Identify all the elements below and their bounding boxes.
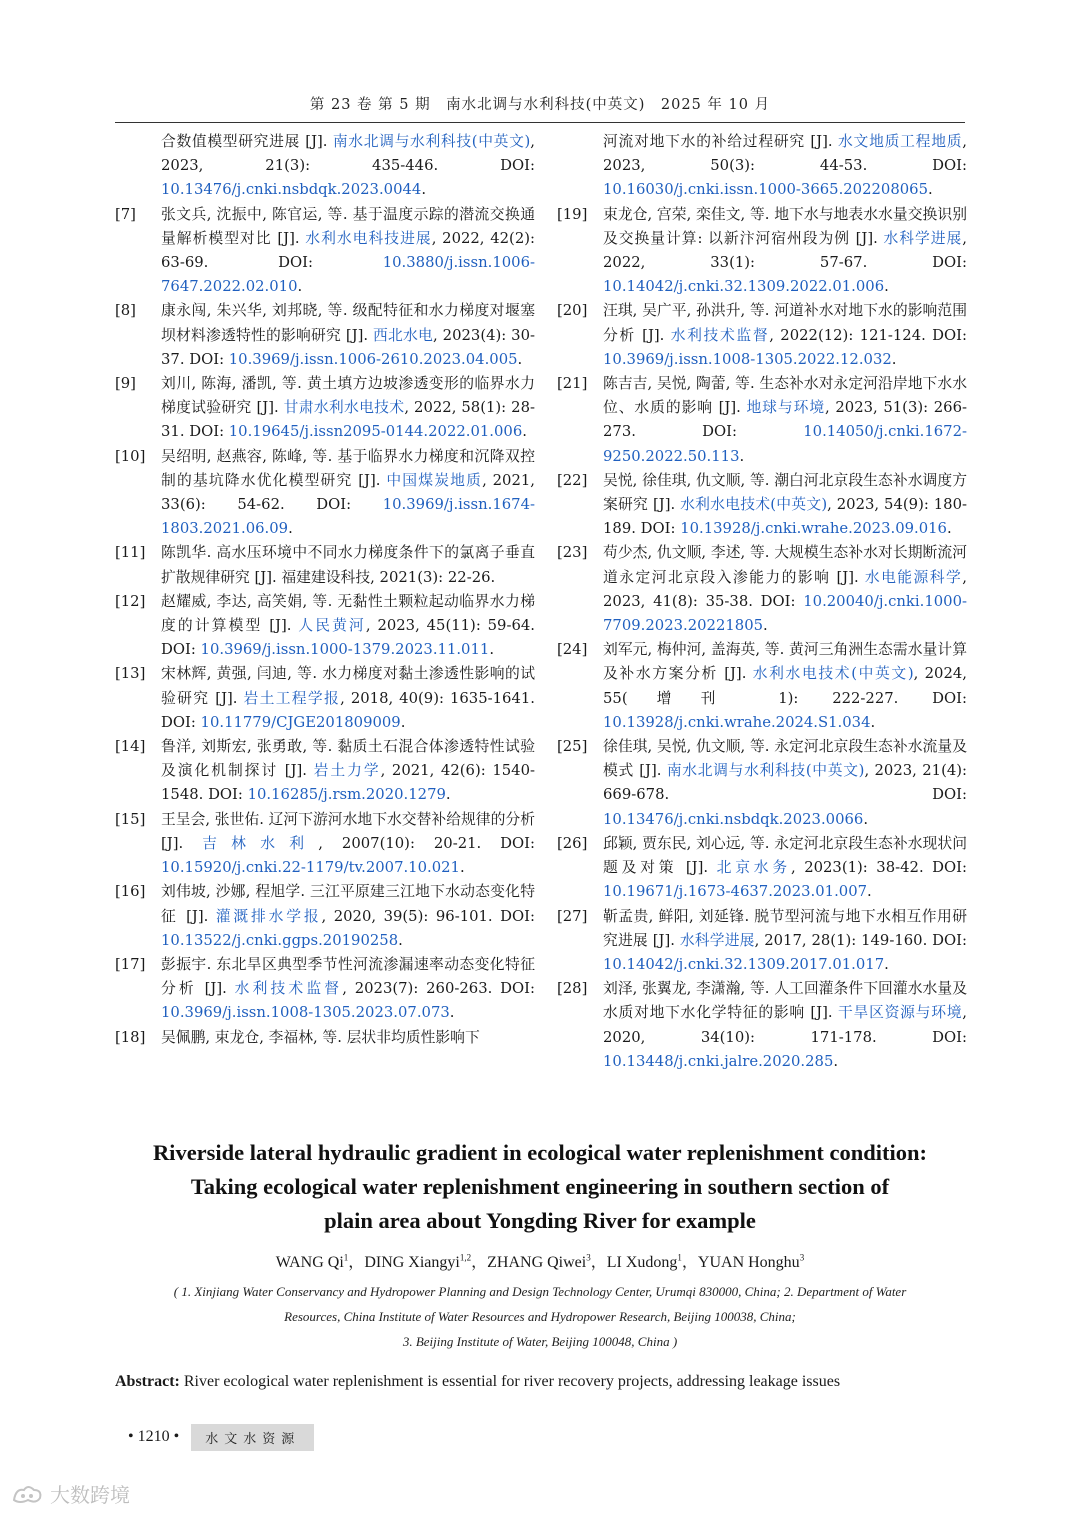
reference-item — [115, 662, 535, 735]
reference-item — [557, 469, 967, 542]
page-number: • 1210 • — [128, 1428, 180, 1445]
journal-link[interactable]: 南水北调与水利科技(中英文) — [332, 133, 531, 150]
author-affiliation-mark: 1 — [677, 1252, 682, 1263]
reference-text: . — [459, 859, 465, 877]
reference-text: 刘伟坡, 沙娜, 程旭学. 三江平原建三江地下水动态变化特征 [J]. — [161, 883, 535, 925]
journal-link[interactable]: 水科学进展 — [679, 931, 755, 949]
watermark — [10, 1479, 130, 1508]
reference-text: , 2022, 58(1): 28-31. DOI: — [161, 399, 535, 441]
doi-link[interactable]: 10.16030/j.cnki.issn.1000-3665.202208065 — [603, 181, 928, 199]
watermark-logo-icon — [10, 1482, 46, 1506]
doi-link[interactable]: 10.3880/j.issn.1006-7647.2022.02.010 — [161, 254, 535, 296]
affiliation-line: ( 1. Xinjiang Water Conservancy and Hydropower Planning and Design Technology Center, Urumqi 830000, China; 2. Department of Water — [173, 1284, 907, 1299]
title-line: Taking ecological water replenishment engineering in southern section of — [190, 1174, 890, 1199]
reference-number: [22] — [557, 471, 588, 489]
english-title — [100, 1136, 980, 1238]
journal-link[interactable]: 水利水电科技进展 — [305, 229, 432, 247]
reference-number: [26] — [557, 834, 588, 852]
reference-item — [557, 905, 967, 978]
reference-number: [11] — [115, 544, 146, 562]
reference-text: . — [763, 617, 768, 635]
reference-text: , 2023(4): 30-37. DOI: — [161, 326, 535, 368]
reference-text: . — [870, 713, 876, 731]
reference-text: . — [884, 278, 889, 296]
doi-link[interactable]: 10.3969/j.issn.1006-2610.2023.04.005 — [228, 350, 518, 368]
journal-link[interactable]: 岩土工程学报 — [243, 689, 341, 707]
reference-text: , 2023, 51(3): 266-273. DOI: — [603, 399, 967, 441]
reference-text: 汪琪, 吴广平, 孙洪升, 等. 河道补水对地下水的影响范围分析 [J]. — [603, 302, 967, 344]
journal-link[interactable]: 南水北调与水利科技(中英文) — [666, 762, 865, 780]
author-name: LI Xudong — [606, 1254, 678, 1271]
doi-link[interactable]: 10.3969/j.issn.1008-1305.2022.12.032 — [603, 350, 892, 368]
doi-link[interactable]: 10.13476/j.cnki.nsbdqk.2023.0044 — [161, 181, 422, 199]
reference-number: [7] — [115, 205, 136, 223]
author-affiliation-mark: 1,2 — [459, 1252, 472, 1263]
title-line: Riverside lateral hydraulic gradient in ecological water replenishment condition: — [152, 1140, 928, 1165]
reference-text: 吴悦, 徐佳琪, 仇文顺, 等. 潮白河北京段生态补水调度方案研究 [J]. — [603, 471, 967, 514]
reference-text: . — [739, 447, 745, 465]
journal-link[interactable]: 水利水电技术(中英文) — [680, 496, 828, 514]
reference-text: , 2023, 41(8): 35-38. DOI: — [603, 568, 967, 610]
journal-link[interactable]: 水利水电技术(中英文) — [752, 665, 914, 683]
watermark-text: 大数跨境 — [50, 1483, 130, 1507]
reference-text: 吴绍明, 赵燕容, 陈峰, 等. 基于临界水力梯度和沉降双控制的基坑降水优化模型研究 [J]. — [161, 447, 535, 489]
reference-text: . — [884, 955, 889, 973]
abstract — [115, 1370, 965, 1394]
reference-text: . — [517, 350, 523, 368]
reference-text: , 2007(10): 20-21. DOI: — [318, 834, 535, 852]
doi-link[interactable]: 10.13476/j.cnki.nsbdqk.2023.0066 — [603, 810, 864, 828]
doi-link[interactable]: 10.13522/j.cnki.ggps.20190258 — [161, 931, 399, 949]
reference-text: , 2024, 55(增刊 1): 222-227. DOI: — [603, 665, 967, 707]
reference-number: [28] — [557, 980, 588, 998]
reference-number: [20] — [557, 302, 588, 320]
reference-text: , 2023, 50(3): 44-53. DOI: — [603, 133, 967, 175]
author-affiliation-mark: 3 — [799, 1252, 805, 1263]
reference-number: [8] — [115, 302, 136, 320]
journal-link[interactable]: 甘肃水利水电技术 — [283, 399, 405, 417]
references-left-column — [115, 130, 535, 1050]
reference-text: . — [398, 931, 403, 949]
reference-number: [18] — [115, 1028, 146, 1046]
reference-text: . — [863, 810, 869, 828]
running-header: 第 23 卷 第 5 期 南水北调与水利科技(中英文) 2025 年 10 月 — [115, 92, 965, 123]
page-footer — [128, 1424, 314, 1450]
reference-text: 刘泽, 张翼龙, 李潇瀚, 等. 人工回灌条件下回灌水水量及水质对地下水化学特征的影响 [J]. — [603, 980, 967, 1022]
author-name: DING Xiangyi — [364, 1254, 460, 1271]
reference-item — [557, 977, 967, 1074]
journal-link[interactable]: 水利技术监督 — [234, 980, 343, 998]
author-affiliation-mark: 1 — [343, 1252, 349, 1263]
doi-link[interactable]: 10.19645/j.issn2095-0144.2022.01.006 — [228, 423, 523, 441]
reference-number: [27] — [557, 907, 588, 925]
reference-number: [19] — [557, 205, 588, 223]
reference-text: . — [891, 350, 897, 368]
reference-number: [16] — [115, 883, 146, 901]
author-name: ZHANG Qiwei — [487, 1254, 587, 1271]
reference-text: , 2022, 33(1): 57-67. DOI: — [603, 229, 967, 272]
reference-item — [557, 203, 967, 300]
abstract-text: River ecological water replenishment is essential for river recovery projects, addressing leakage issues — [179, 1373, 841, 1390]
reference-text: , 2023, 45(11): 59-64. DOI: — [161, 617, 535, 659]
doi-link[interactable]: 10.16285/j.rsm.2020.1279 — [247, 786, 446, 804]
reference-text: 刘川, 陈海, 潘凯, 等. 黄土填方边坡渗透变形的临界水力梯度试验研究 [J]. — [161, 375, 535, 417]
reference-number: [15] — [115, 810, 146, 828]
reference-text: , 2021, 42(6): 1540-1548. DOI: — [161, 762, 535, 804]
author-name: YUAN Honghu — [697, 1254, 800, 1271]
reference-text: , 2023(7): 260-263. DOI: — [342, 980, 535, 998]
journal-link[interactable]: 水文地质工程地质 — [838, 133, 963, 150]
journal-section-tag: 水文水资源 — [191, 1424, 314, 1451]
reference-item — [115, 299, 535, 372]
reference-item — [115, 808, 535, 881]
reference-text: . — [400, 713, 406, 731]
doi-link[interactable]: 10.13448/j.cnki.jalre.2020.285 — [603, 1052, 834, 1070]
reference-item — [557, 638, 967, 735]
author-affiliation-mark: 3 — [586, 1252, 591, 1263]
reference-item — [557, 832, 967, 905]
reference-text: , 2022(12): 121-124. DOI: — [769, 326, 967, 344]
affiliation-line: Resources, China Institute of Water Resources and Hydropower Research, Beijing 100038, China; — [284, 1309, 796, 1324]
reference-item — [115, 203, 535, 300]
doi-link[interactable]: 10.13928/j.cnki.wrahe.2024.S1.034 — [603, 713, 871, 731]
doi-link[interactable]: 10.14042/j.cnki.32.1309.2017.01.017 — [603, 955, 885, 973]
reference-text: 鲁洋, 刘斯宏, 张勇敢, 等. 黏质土石混合体渗透特性试验及演化机制探讨 [J]. — [161, 738, 535, 780]
reference-text: , 2020, 39(5): 96-101. DOI: — [321, 907, 535, 925]
reference-number: [12] — [115, 592, 146, 610]
author-separator: ， — [681, 1254, 698, 1271]
reference-item — [557, 299, 967, 372]
reference-item — [557, 735, 967, 832]
reference-text: 康永闯, 朱兴华, 刘邦晓, 等. 级配特征和水力梯度对堰塞坝材料渗透特性的影响研究 [J]. — [161, 302, 535, 344]
reference-text: 刘军元, 梅仲河, 盖海英, 等. 黄河三角洲生态需水量计算及补水方案分析 [J]. — [603, 641, 967, 683]
reference-number: [9] — [115, 375, 136, 393]
reference-text: , 2023, 21(3): 435-446. DOI: — [161, 133, 536, 175]
reference-number: [13] — [115, 665, 146, 683]
doi-link[interactable]: 10.3969/j.issn.1000-1379.2023.11.011 — [200, 641, 490, 659]
reference-item — [115, 130, 535, 203]
author-separator: ， — [348, 1254, 365, 1271]
reference-text: . — [489, 641, 495, 659]
journal-link[interactable]: 水科学进展 — [883, 229, 963, 247]
journal-link[interactable]: 中国煤炭地质 — [386, 471, 483, 489]
reference-text: 束龙仓, 宫荣, 栾佳文, 等. 地下水与地表水水量交换识别及交换量计算: 以新汴河宿州段为例 [J]. — [603, 205, 967, 247]
reference-text: 张文兵, 沈振中, 陈官运, 等. 基于温度示踪的潜流交换通量解析模型对比 [J]. — [161, 205, 535, 247]
reference-item — [115, 1026, 535, 1050]
reference-number: [25] — [557, 738, 588, 756]
reference-number: [21] — [557, 375, 588, 393]
reference-text: 陈吉吉, 吴悦, 陶蕾, 等. 生态补水对永定河沿岸地下水水位、水质的影响 [J]. — [603, 375, 967, 417]
reference-text: . — [421, 181, 427, 199]
reference-text: . — [522, 423, 527, 441]
reference-item — [557, 541, 967, 638]
journal-link[interactable]: 吉林水利 — [202, 834, 319, 852]
journal-link[interactable]: 岩土力学 — [313, 762, 381, 780]
reference-text: , 2023(1): 38-42. DOI: — [790, 859, 967, 877]
reference-text: . — [297, 278, 303, 296]
reference-text: 宋林辉, 黄强, 闫迪, 等. 水力梯度对黏土渗透性影响的试验研究 [J]. — [161, 665, 535, 707]
journal-link[interactable]: 水电能源科学 — [864, 568, 963, 586]
affiliation-line: 3. Beijing Institute of Water, Beijing 100048, China ) — [402, 1334, 678, 1349]
reference-text: . — [928, 181, 933, 199]
reference-item — [115, 541, 535, 589]
reference-text: , 2018, 40(9): 1635-1641. DOI: — [161, 689, 535, 731]
reference-item — [557, 130, 967, 203]
reference-item — [115, 735, 535, 808]
doi-link[interactable]: 10.3969/j.issn.1008-1305.2023.07.073 — [161, 1004, 450, 1022]
reference-text: 彭振宇. 东北旱区典型季节性河流渗漏速率动态变化特征分析 [J]. — [161, 955, 535, 998]
reference-text: 吴佩鹏, 束龙仓, 李福林, 等. 层状非均质性影响下 — [161, 1028, 480, 1046]
reference-number: [24] — [557, 641, 588, 659]
reference-item — [115, 445, 535, 542]
reference-text: 陈凯华. 高水压环境中不同水力梯度条件下的氯离子垂直扩散规律研究 [J]. 福建建设科技, 2021(3): 22-26. — [161, 544, 535, 586]
reference-item — [115, 590, 535, 663]
reference-item — [115, 880, 535, 953]
reference-text: 合数值模型研究进展 [J]. — [161, 133, 333, 150]
reference-item — [115, 372, 535, 445]
reference-text: , 2021, 33(6): 54-62. DOI: — [161, 471, 535, 514]
reference-text: . — [445, 786, 451, 804]
reference-text: . — [833, 1052, 839, 1070]
reference-text: 徐佳琪, 吴悦, 仇文顺, 等. 永定河北京段生态补水流量及模式 [J]. — [603, 738, 967, 780]
journal-link[interactable]: 地球与环境 — [746, 399, 826, 417]
doi-link[interactable]: 10.13928/j.cnki.wrahe.2023.09.016 — [680, 520, 947, 538]
abstract-label: Abstract: — [115, 1373, 180, 1390]
reference-text: . — [449, 1004, 455, 1022]
references-right-column — [557, 130, 967, 1074]
doi-link[interactable]: 10.15920/j.cnki.22-1179/tv.2007.10.021 — [161, 859, 460, 877]
doi-link[interactable]: 10.3969/j.issn.1674-1803.2021.06.09 — [161, 496, 535, 538]
author-separator: ， — [471, 1254, 488, 1271]
journal-link[interactable]: 干旱区资源与环境 — [838, 1004, 963, 1022]
reference-text: , 2023, 54(9): 180-189. DOI: — [603, 496, 967, 538]
reference-number: [23] — [557, 544, 588, 562]
author-name: WANG Qi — [275, 1254, 344, 1271]
reference-text: 邱颖, 贾东民, 刘心远, 等. 永定河北京段生态补水现状问题及对策 [J]. — [603, 834, 967, 877]
reference-text: 河流对地下水的补给过程研究 [J]. — [603, 133, 838, 150]
reference-text: . — [946, 520, 952, 538]
doi-link[interactable]: 10.14042/j.cnki.32.1309.2022.01.006 — [603, 278, 885, 296]
reference-text: 苟少杰, 仇文顺, 李述, 等. 大规模生态补水对长期断流河道永定河北京段入渗能力的影响 [J]. — [603, 544, 967, 586]
reference-text: , 2017, 28(1): 149-160. DOI: — [754, 931, 967, 949]
reference-text: , 2023, 21(4): 669-678. DOI: — [603, 762, 968, 804]
title-line: plain area about Yongding River for example — [324, 1208, 756, 1233]
affiliations — [115, 1279, 965, 1354]
reference-text: 赵耀威, 李达, 高笑娟, 等. 无黏性土颗粒起动临界水力梯度的计算模型 [J]. — [161, 592, 535, 635]
reference-text: , 2020, 34(10): 171-178. DOI: — [603, 1004, 967, 1046]
journal-link[interactable]: 西北水电 — [373, 326, 434, 344]
doi-link[interactable]: 10.14050/j.cnki.1672-9250.2022.50.113 — [603, 423, 967, 465]
reference-text: 王呈会, 张世佑. 辽河下游河水地下水交替补给规律的分析 [J]. — [161, 810, 535, 852]
reference-number: [10] — [115, 447, 146, 465]
journal-link[interactable]: 人民黄河 — [298, 617, 366, 635]
author-list — [100, 1249, 980, 1272]
journal-link[interactable]: 灌溉排水学报 — [215, 907, 322, 925]
reference-text: , 2022, 42(2): 63-69. DOI: — [161, 229, 535, 272]
reference-item — [557, 372, 967, 469]
reference-number: [17] — [115, 955, 146, 973]
reference-item — [115, 953, 535, 1026]
reference-number: [14] — [115, 738, 146, 756]
reference-text: . — [867, 883, 872, 901]
journal-link[interactable]: 水利技术监督 — [670, 326, 770, 344]
doi-link[interactable]: 10.20040/j.cnki.1000-7709.2023.20221805 — [603, 592, 967, 635]
author-separator: ， — [590, 1254, 607, 1271]
reference-text: . — [288, 520, 293, 538]
doi-link[interactable]: 10.19671/j.1673-4637.2023.01.007 — [603, 883, 868, 901]
journal-link[interactable]: 北京水务 — [716, 859, 791, 877]
reference-text: 靳孟贵, 鲜阳, 刘延锋. 脱节型河流与地下水相互作用研究进展 [J]. — [603, 907, 967, 949]
doi-link[interactable]: 10.11779/CJGE201809009 — [200, 713, 401, 731]
